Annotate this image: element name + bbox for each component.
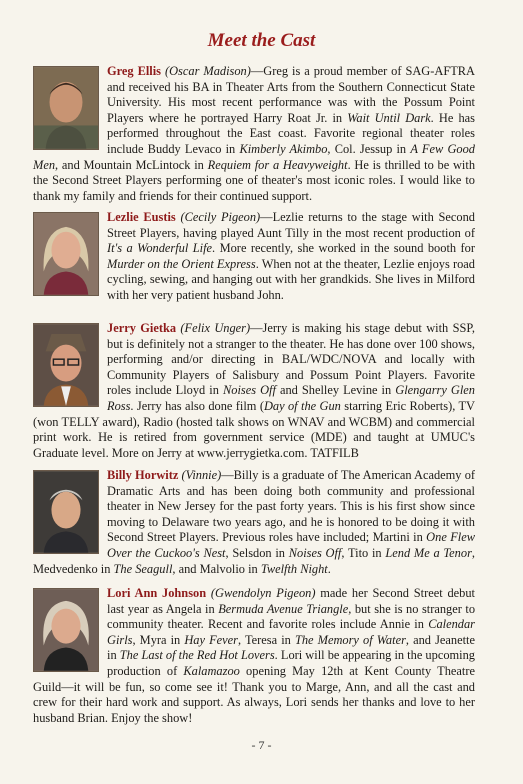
- headshot-graphic: [34, 471, 98, 553]
- headshot-photo-icon: [33, 212, 99, 296]
- bio-text: , and Jeanette in: [107, 632, 475, 663]
- bio-text: , and Malvolio in: [172, 561, 261, 576]
- cast-name: Greg Ellis: [107, 64, 161, 78]
- headshot-photo-icon: [33, 470, 99, 554]
- cast-bio-greg-ellis: [33, 64, 475, 204]
- bio-text: —Billy is a graduate of The American Academy of Dramatic Arts and has been doing both community and professional theater in New Jersey for the past forty years. This is his first show since moving to Delaware two years ago, and he is honored to be doing it with Second Street Players. Previous roles have included; Martini in: [107, 468, 476, 545]
- bio-text: , Medvedenko in: [33, 545, 475, 576]
- bio-text: , Tito in: [341, 545, 386, 560]
- cast-name: Jerry Gietka: [107, 321, 177, 335]
- headshot-photo-icon: [33, 323, 99, 407]
- headshot-photo-icon: [33, 588, 99, 672]
- cast-role: (Felix Unger): [180, 321, 251, 335]
- bio-text: , and Mountain McLintock in: [55, 157, 208, 172]
- bio-text: . TATFILB: [304, 445, 359, 460]
- headshot-photo-icon: [33, 66, 99, 150]
- bio-text: . Jerry has also done film (: [130, 398, 264, 413]
- headshot-graphic: [34, 324, 98, 406]
- bio-text: . Lori will be appearing in the upcoming production of: [107, 648, 475, 678]
- show-title: The Seagull: [113, 561, 173, 576]
- bio-text: , Myra in: [132, 632, 185, 647]
- bio-text: starring Eric Roberts), TV (won TELLY award), Radio (hosted talk shows on WNAV and WCBM) and commercial print work. He is retired from government service (MDE) and taught at UMUC's Graduate level. More on Jerry at: [33, 398, 475, 460]
- show-title: The Last of the Red Hot Lovers: [119, 648, 275, 663]
- bio-text: , Col. Jessup in: [327, 141, 411, 156]
- bio-text: . He is thrilled to be with the Second Street Players performing one of theater's most iconic roles. I would like to thank my family and friends for their continued support.: [33, 157, 476, 203]
- cast-bio-jerry-gietka: [33, 321, 475, 461]
- show-title: Glengarry Glen Ross: [107, 383, 476, 413]
- bio-text: —Greg is a proud member of SAG-AFTRA and received his BA in Theater Arts from the Southern Connecticut State University. His most recent performance was with the Possum Point Players where he portrayed Harry Roat Jr. in: [107, 64, 475, 125]
- bio-text: opening May 12th at Kent County Theatre Guild—it will be fun, so come see it! Thank you to Marge, Ann, and all the cast and crew for their hard work and support. As always, Lori sends her thanks and love to her husband Brian. Enjoy the show!: [33, 663, 475, 725]
- bio-text: made her Second Street debut last year as Angela in: [107, 586, 475, 616]
- show-title: Lend Me a Tenor: [385, 545, 472, 560]
- bio-text: and Shelley Levine in: [275, 383, 396, 398]
- cast-bio-lezlie-eustis: [33, 210, 475, 304]
- cast-bio-billy-horwitz: [33, 468, 475, 577]
- bio-text: , but she is no stranger to community theater. Recent and favorite roles include Annie in: [107, 601, 476, 632]
- cast-name: Lori Ann Johnson: [107, 586, 207, 600]
- show-title: Bermuda Avenue Triangle: [218, 601, 349, 616]
- bio-text: .: [327, 561, 331, 576]
- show-title: Twelfth Night: [260, 561, 328, 576]
- website-link[interactable]: www.jerrygietka.com: [197, 445, 305, 460]
- show-title: Hay Fever: [184, 632, 238, 647]
- bio-text: . He has performed throughout the East coast. Favorite regional theater roles include Buddy Levaco in: [107, 110, 475, 156]
- show-title: A Few Good Men: [33, 141, 475, 172]
- show-title: Murder on the Orient Express: [107, 256, 256, 271]
- show-title: Calendar Girls: [107, 617, 475, 647]
- bio-text: , Selsdon in: [225, 545, 289, 560]
- show-title: The Memory of Water: [294, 632, 406, 647]
- show-title: Requiem for a Heavyweight: [207, 157, 348, 172]
- show-title: It's a Wonderful Life: [107, 241, 213, 256]
- bio-text: —Jerry is making his stage debut with SSP, but is definitely not a stranger to the theater. He has done over 100 shows, performing and/or directing in BAL/WDC/NOVA and locally with Community Players of Salisbury and Possum Point Players. Favorite roles include Lloyd in: [107, 321, 475, 398]
- cast-name: Lezlie Eustis: [107, 210, 176, 224]
- show-title: Wait Until Dark: [347, 110, 431, 125]
- cast-role: (Cecily Pigeon): [180, 210, 261, 224]
- cast-name: Billy Horwitz: [107, 468, 179, 482]
- headshot-graphic: [34, 589, 98, 671]
- page-title: Meet the Cast: [207, 30, 316, 51]
- bio-text: , Teresa in: [238, 632, 295, 647]
- show-title: Kalamazoo: [183, 663, 240, 678]
- headshot-graphic: [34, 67, 98, 149]
- show-title: Noises Off: [288, 545, 342, 560]
- show-title: One Flew Over the Cuckoo's Nest: [107, 530, 475, 560]
- cast-role: (Gwendolyn Pigeon): [210, 586, 316, 600]
- show-title: Kimberly Akimbo: [239, 141, 328, 156]
- bio-text: —Lezlie returns to the stage with Second Street Players, having played Aunt Tilly in the most recent production of: [107, 210, 475, 240]
- show-title: Noises Off: [222, 383, 276, 398]
- bio-text: . When not at the theater, Lezlie enjoys road cycling, sewing, and hanging out with her grandkids. She lives in Milford with her very patient husband John.: [107, 256, 476, 302]
- cast-role: (Vinnie): [181, 468, 222, 482]
- show-title: Day of the Gun: [263, 398, 341, 413]
- cast-bio-lori-ann-johnson: [33, 586, 475, 726]
- page-number: - 7 -: [251, 738, 272, 752]
- bio-text: . More recently, she worked in the sound booth for: [212, 241, 475, 256]
- cast-role: (Oscar Madison): [164, 64, 251, 78]
- headshot-graphic: [34, 213, 98, 295]
